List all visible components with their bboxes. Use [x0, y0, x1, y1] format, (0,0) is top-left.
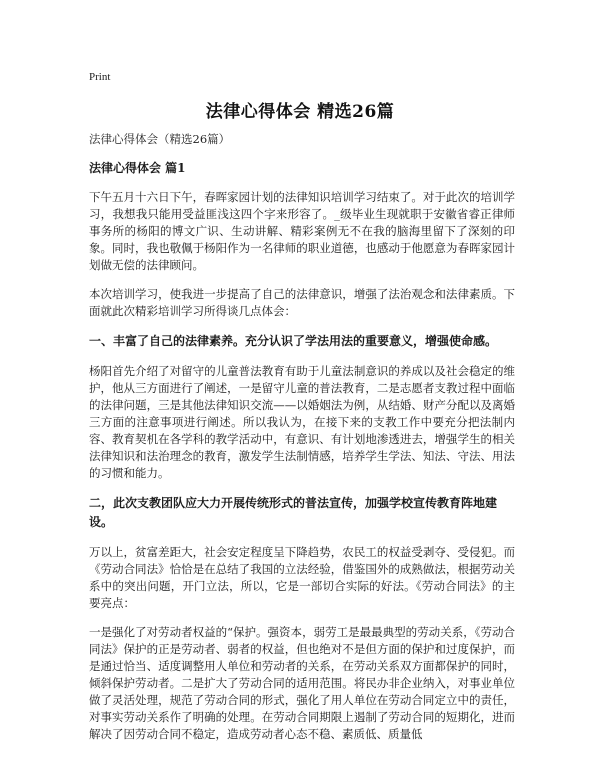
- print-link[interactable]: Print: [89, 71, 111, 83]
- paragraph-labor-law: 万以上，贫富差距大，社会安定程度呈下降趋势，农民工的权益受剥夺、受侵犯。而《劳动合同法》恰恰是在总结了我国的立法经验，借鉴国外的成熟做法，根据劳动关系中的突出问题，开门立法，所以，它是一部切合实际的好法。《劳动合同法》的主要亮点：: [89, 545, 515, 610]
- section-heading: 法律心得体会 篇1: [89, 161, 186, 175]
- paragraph-point-one: 杨阳首先介绍了对留守的儿童普法教育有助于儿童法制意识的养成以及社会稳定的维护，他从三方面进行了阐述，一是留守儿童的普法教育，二是志愿者支教过程中面临的法律问题，三是其他法律知识交流——以婚姻法为例，从结婚、财产分配以及离婚三方面的注意事项进行阐述。所以我认为，在接下来的支教工作中要充分把法制内容、教育契机在各学科的教学活动中，有意识、有计划地渗透进去，增强学生的相关法律知识和法治理念的教育，激发学生法制情感，培养学生学法、知法、守法、用法的习惯和能力。: [89, 364, 515, 480]
- paragraph-highlights: 一是强化了对劳动者权益的“保护。强资本，弱劳工是最最典型的劳动关系，《劳动合同法》保护的正是劳动者、弱者的权益，但也绝对不是但方面的保护和过度保护，而是通过恰当、适度调整用人单位和劳动者的关系，在劳动关系双方面都保护的同时，倾斜保护劳动者。二是扩大了劳动合同的适用范围。将民办非企业纳入，对事业单位做了灵活处理，规范了劳动合同的形式，强化了用人单位在劳动合同定立中的责任，对事实劳动关系作了明确的处理。在劳动合同期限上遏制了劳动合同的短期化，进而解决了因劳动合同不稳定，造成劳动者心态不稳、素质低、质量低: [89, 625, 515, 741]
- subheading-two: 二，此次支教团队应大力开展传统形式的普法宣传，加强学校宣传教育阵地建设。: [89, 496, 498, 529]
- article-body: [89, 160, 515, 755]
- paragraph-overview: 本次培训学习，使我进一步提高了自己的法律意识，增强了法治观念和法律素质。下面就此次精彩培训学习所得谈几点体会：: [89, 287, 515, 318]
- document-subtitle: 法律心得体会（精选26篇）: [89, 132, 231, 146]
- paragraph-intro: 下午五月十六日下午，春晖家园计划的法律知识培训学习结束了。对于此次的培训学习，我想我只能用受益匪浅这四个字来形容了。_级毕业生现就职于安徽省睿正律师事务所的杨阳的博文广识、生动讲解、精彩案例无不在我的脑海里留下了深刻的印象。同时，我也敬佩于杨阳作为一名律师的职业道德，也感动于他愿意为春晖家园计划做无偿的法律顾问。: [89, 190, 515, 272]
- page-title: 法律心得体会 精选26篇: [205, 102, 395, 122]
- subheading-one: 一、丰富了自己的法律素养。充分认识了学法用法的重要意义，增强使命感。: [89, 334, 498, 348]
